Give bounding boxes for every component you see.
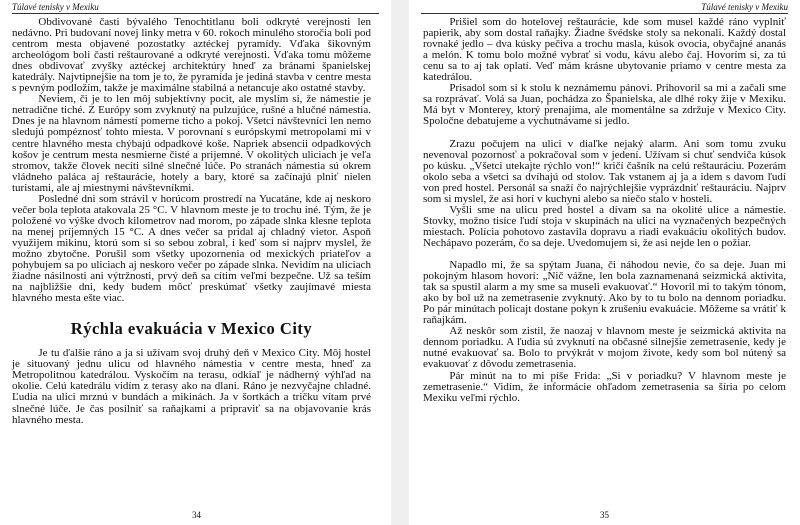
book-gutter — [391, 0, 409, 525]
paragraph: Pár minút na to mi píše Frida: „Si v poriadku? V hlavnom meste je zemetrasenie.“ Vidím, že informácie ohľadom zemetrasenia sa šíria po celom Mexiku veľmi rýchlo. — [423, 369, 786, 404]
left-page-body — [12, 17, 371, 426]
paragraph: Prisadol som si k stolu k neznámemu pánovi. Prihovoril sa mi a začali sme sa rozprávať. Volá sa Juan, pochádza zo Španielska, ale dlhé roky žije v Mexiku. Má byt v Monterey, ktorý prenajíma, ale momentálne sa zdržuje v Mexico City. Spoločne debatujeme a vychutnávame si jedlo. — [423, 82, 786, 128]
chapter-heading: Rýchla evakuácia v Mexico City — [70, 319, 313, 339]
running-head: Túlavé tenisky v Mexiku — [12, 2, 99, 12]
header-rule — [421, 13, 788, 14]
paragraph: Napadlo mi, že sa spýtam Juana, či náhodou nevie, čo sa deje. Juan mi pokojným hlasom hovorí: „Nič vážne, len bola zaznamenaná seizmická aktivita, tak sa spustil alarm a my sme sa museli evakuovať.“ Hovoril mi to takým tónom, ako by bol už na zemetrasenie zvyknutý. Ako by to tu bolo na dennom poriadku. Po pár minútach policajt dostane pokyn k zrušeniu evakuácie. Môžeme sa vrátiť k raňajkám. — [423, 259, 786, 327]
running-head: Túlavé tenisky v Mexiku — [701, 2, 788, 12]
left-page — [0, 0, 391, 525]
paragraph: Obdivované časti bývalého Tenochtitlanu boli odkryté verejnosti len nedávno. Pri budovaní novej linky metra v 60. rokoch minulého storočia boli pod centrom mesta objavené pozostatky aztéckej pyramídy. Vďaka šikovným archeológom boli časti reštaurované a odkryté verejnosti. Vďaka tomu môžeme dnes obdivovať zvyšky aztéckej architektúry hneď za bránami španielskej katedrály. Najvtipnejšie na tom je to, že pyramída je jediná stavba v centre mesta s pevným podložím, takže je maximálne stabilná a netancuje ako ostatné stavby. — [12, 16, 371, 95]
paragraph: Je tu ďalšie ráno a ja si užívam svoj druhý deň v Mexico City. Môj hostel je situovaný jednu ulicu od hlavného námestia v centre mesta, hneď za Metropolitnou katedrálou. Vyskočím na terasu, odkiaľ je nádherný výhľad na okolie. Celú katedrálu vidím z terasy ako na dlani. Ráno je nezvyčajne chladné. Ľudia na ulici mrznú v bundách a mikinách. Ja v šortkách a tričku vítam prvé slnečné lúče. Je čas posilniť sa raňajkami a pripraviť sa na objavovanie krás hlavného mesta. — [12, 347, 371, 426]
paragraph: Vyšli sme na ulicu pred hostel a dívam sa na okolité ulice a námestie. Stovky, možno tisíce ľudí stoja v skupinách na ulici na vyznačených bezpečných miestach. Polícia pohotovo zastavila dopravu a riadi evakuáciu okolitých budov. Nechápavo pozerám, čo sa deje. Uvedomujem si, že asi nejde len o požiar. — [423, 203, 786, 249]
section-break — [423, 127, 786, 138]
right-page-body — [423, 17, 786, 404]
paragraph: Posledné dni som strávil v horúcom prostredí na Yucatáne, kde aj neskoro večer bola teplota atakovala 25 °C. V hlavnom meste je to trochu iné. Tým, že je položené vo výške dvoch kilometrov nad morom, po západe slnka klesne teplota na menej príjemných 15 °C. A dnes večer sa pridal aj chladný vietor. Aspoň využijem mikinu, ktorú som si so sebou zobral, i keď som si najprv myslel, že možno zbytočne. Porušil som všetky upozornenia od mexických priateľov a pohybujem sa po uliciach aj neskoro večer po západe slnka. Nevidím na uliciach žiadne násilnosti ani výtržnosti, prvý deň sa cítim veľmi bezpečne. Už sa teším na najbližšie dni, kedy budem môcť preskúmať všetky zaujímavé miesta hlavného mesta ešte viac. — [12, 192, 371, 305]
paragraph: Až neskôr som zistil, že naozaj v hlavnom meste je seizmická aktivita na dennom poriadku. A ľudia sú zvyknutí na občasné silnejšie zemetrasenie, kedy je nutné evakuovať sa. Bolo to prvýkrát v mojom živote, kedy som bol nútený sa evakuovať z dôvodu zemetrasenia. — [423, 325, 786, 371]
paragraph: Neviem, či je to len môj subjektívny pocit, ale myslím si, že námestie je netradične tiché. Z Európy som zvyknutý na pulzujúce, rušné a hlučné námestia. Dnes je na hlavnom námestí pomerne ticho a pokoj. Všetci návštevníci len nemo sledujú pompéznosť tohto miesta. V porovnaní s európskymi metropolami mi v centre hlavného mesta chýbajú odpadkové koše. Napriek absencii odpadkových košov je centrum mesta nesmierne čisté a prijemné. V okolitých uliciach je veľa stromov, takže človek necíti silné slnečné lúče. Po stranách námestia sú okrem vládneho paláca aj reštaurácie, hotely a bary, ktoré sa začínajú plniť nielen turistami, ale aj miestnymi návštevníkmi. — [12, 93, 371, 194]
page-number: 34 — [192, 510, 201, 520]
header-rule — [12, 13, 379, 14]
paragraph: Prišiel som do hotelovej reštaurácie, kde som musel každé ráno vyplniť papierik, aby som dostal raňajky. Žiadne švédske stoly sa nekonali. Každý dostal rovnaké jedlo – dva kúsky pečiva a trochu masla, kúsok ovocia, obyčajné ananás a melón. K tomu bolo možné vybrať si vodu, kávu alebo čaj. Hovorím si, za tú cenu sa to aj tak oplatí. Veď mám krásne ubytovanie priamo v centre mesta za katedrálou. — [423, 16, 786, 84]
right-page — [409, 0, 800, 525]
page-number: 35 — [600, 510, 609, 520]
paragraph: Zrazu počujem na ulici v diaľke nejaký alarm. Ani som tomu zvuku nevenoval pozornosť a pokračoval som v jedení. Užívam si chuť sendviča kúsok po kúsku. „Všetci utekajte rýchlo von!“ kričí čašník na celú reštauráciu. Pozerám okolo seba a všetci sa dvíhajú od stolov. Tak vstanem aj ja a idem s davom ľudí von pred hostel. Personál sa snaží čo najrýchlejšie vyprázdniť reštauráciu. Najprv som si myslel, že asi horí v kuchyni alebo sa niečo stalo v hosteli. — [423, 137, 786, 205]
